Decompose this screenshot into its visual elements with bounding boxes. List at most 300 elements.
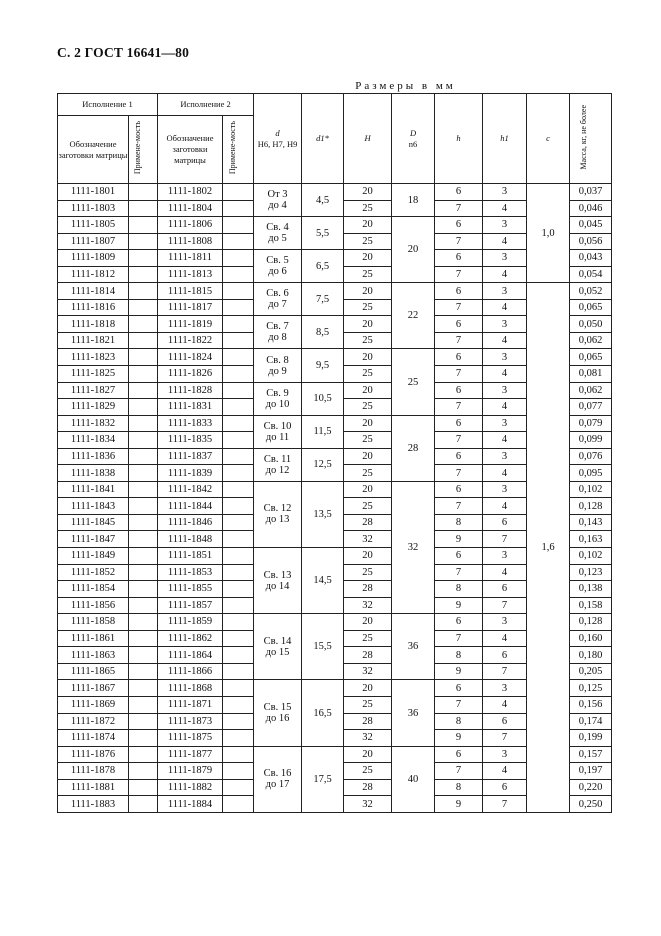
cell-ispolnenie-2: 1111-1811 <box>158 250 223 267</box>
cell-ispolnenie-1: 1111-1818 <box>58 316 129 333</box>
d-range-to: до 4 <box>268 200 287 212</box>
d-range-to: до 12 <box>265 464 290 476</box>
cell-mass: 0,081 <box>570 366 612 383</box>
cell-ispolnenie-1: 1111-1801 <box>58 184 129 201</box>
cell-d-range <box>254 415 302 448</box>
cell-h: 7 <box>435 498 483 515</box>
header-d <box>254 94 302 184</box>
cell-h1: 7 <box>483 663 527 680</box>
cell-ispolnenie-1: 1111-1876 <box>58 746 129 763</box>
cell-primenyaemost-1 <box>129 217 158 234</box>
cell-D: 32 <box>392 481 435 613</box>
cell-primenyaemost-2 <box>223 779 254 796</box>
cell-primenyaemost-1 <box>129 779 158 796</box>
cell-primenyaemost-2 <box>223 217 254 234</box>
d-range-to: до 6 <box>268 266 287 278</box>
cell-h1: 7 <box>483 597 527 614</box>
cell-h: 7 <box>435 366 483 383</box>
cell-H: 20 <box>344 548 392 565</box>
cell-ispolnenie-2: 1111-1804 <box>158 200 223 217</box>
d-range-to: до 7 <box>268 299 287 311</box>
cell-primenyaemost-2 <box>223 283 254 300</box>
cell-h1: 4 <box>483 399 527 416</box>
cell-primenyaemost-1 <box>129 283 158 300</box>
cell-h: 6 <box>435 250 483 267</box>
cell-H: 20 <box>344 746 392 763</box>
cell-ispolnenie-2: 1111-1855 <box>158 581 223 598</box>
cell-h: 7 <box>435 266 483 283</box>
cell-primenyaemost-1 <box>129 498 158 515</box>
cell-h1: 3 <box>483 746 527 763</box>
cell-h: 7 <box>435 332 483 349</box>
cell-H: 20 <box>344 415 392 432</box>
cell-primenyaemost-2 <box>223 481 254 498</box>
header-D <box>392 94 435 184</box>
cell-primenyaemost-2 <box>223 713 254 730</box>
cell-primenyaemost-2 <box>223 746 254 763</box>
cell-d1: 6,5 <box>302 250 344 283</box>
cell-h1: 3 <box>483 481 527 498</box>
header-D-symbol: D <box>409 127 417 138</box>
table-row <box>58 283 612 300</box>
cell-primenyaemost-1 <box>129 597 158 614</box>
cell-primenyaemost-1 <box>129 316 158 333</box>
d-range-to: до 15 <box>265 646 290 658</box>
cell-d-range <box>254 316 302 349</box>
cell-d-range <box>254 184 302 217</box>
cell-mass: 0,037 <box>570 184 612 201</box>
cell-ispolnenie-2: 1111-1859 <box>158 614 223 631</box>
cell-primenyaemost-1 <box>129 548 158 565</box>
cell-ispolnenie-1: 1111-1825 <box>58 366 129 383</box>
header-oboznachenie-2: Обозначение заготовки матрицы <box>158 116 223 184</box>
cell-ispolnenie-2: 1111-1857 <box>158 597 223 614</box>
cell-H: 20 <box>344 316 392 333</box>
cell-h: 6 <box>435 746 483 763</box>
cell-h: 7 <box>435 432 483 449</box>
cell-h: 6 <box>435 548 483 565</box>
cell-ispolnenie-2: 1111-1866 <box>158 663 223 680</box>
d-range-from: Св. 4 <box>266 222 289 234</box>
cell-h1: 4 <box>483 465 527 482</box>
cell-mass: 0,138 <box>570 581 612 598</box>
cell-ispolnenie-2: 1111-1839 <box>158 465 223 482</box>
cell-d-range <box>254 614 302 680</box>
cell-H: 28 <box>344 779 392 796</box>
cell-ispolnenie-2: 1111-1826 <box>158 366 223 383</box>
cell-d1: 5,5 <box>302 217 344 250</box>
cell-primenyaemost-1 <box>129 415 158 432</box>
cell-ispolnenie-1: 1111-1805 <box>58 217 129 234</box>
cell-ispolnenie-2: 1111-1831 <box>158 399 223 416</box>
cell-primenyaemost-1 <box>129 581 158 598</box>
cell-h: 6 <box>435 283 483 300</box>
cell-h: 6 <box>435 382 483 399</box>
d-range-to: до 9 <box>268 365 287 377</box>
cell-primenyaemost-1 <box>129 448 158 465</box>
cell-H: 32 <box>344 597 392 614</box>
cell-h: 8 <box>435 581 483 598</box>
cell-ispolnenie-1: 1111-1852 <box>58 564 129 581</box>
d-range-to: до 13 <box>265 514 290 526</box>
cell-H: 20 <box>344 184 392 201</box>
d-range-from: Св. 12 <box>263 503 292 515</box>
cell-H: 25 <box>344 465 392 482</box>
cell-ispolnenie-1: 1111-1867 <box>58 680 129 697</box>
cell-primenyaemost-2 <box>223 382 254 399</box>
cell-h1: 6 <box>483 779 527 796</box>
cell-ispolnenie-1: 1111-1814 <box>58 283 129 300</box>
cell-h1: 3 <box>483 448 527 465</box>
cell-d1: 14,5 <box>302 548 344 614</box>
cell-mass: 0,052 <box>570 283 612 300</box>
cell-h1: 4 <box>483 432 527 449</box>
cell-primenyaemost-2 <box>223 498 254 515</box>
cell-mass: 0,046 <box>570 200 612 217</box>
d-range-from: Св. 5 <box>266 255 289 267</box>
header-d1: d1* <box>302 94 344 184</box>
cell-h: 7 <box>435 200 483 217</box>
cell-ispolnenie-1: 1111-1858 <box>58 614 129 631</box>
cell-D: 20 <box>392 217 435 283</box>
cell-primenyaemost-1 <box>129 680 158 697</box>
cell-ispolnenie-2: 1111-1806 <box>158 217 223 234</box>
header-primenyaemost-1-label: Примене-мость <box>133 121 142 175</box>
header-h1: h1 <box>483 94 527 184</box>
cell-ispolnenie-2: 1111-1802 <box>158 184 223 201</box>
header-D-tolerance: n6 <box>408 138 418 149</box>
cell-ispolnenie-1: 1111-1874 <box>58 730 129 747</box>
cell-d1: 11,5 <box>302 415 344 448</box>
cell-H: 25 <box>344 432 392 449</box>
cell-H: 25 <box>344 564 392 581</box>
cell-ispolnenie-1: 1111-1865 <box>58 663 129 680</box>
cell-H: 32 <box>344 663 392 680</box>
cell-ispolnenie-1: 1111-1881 <box>58 779 129 796</box>
cell-h1: 3 <box>483 548 527 565</box>
cell-ispolnenie-1: 1111-1872 <box>58 713 129 730</box>
cell-D: 40 <box>392 746 435 812</box>
cell-primenyaemost-2 <box>223 465 254 482</box>
header-primenyaemost-1 <box>129 116 158 184</box>
cell-h1: 3 <box>483 382 527 399</box>
cell-D: 22 <box>392 283 435 349</box>
cell-H: 25 <box>344 498 392 515</box>
cell-h: 7 <box>435 763 483 780</box>
cell-ispolnenie-1: 1111-1832 <box>58 415 129 432</box>
d-range-from: Св. 11 <box>263 453 292 465</box>
cell-mass: 0,125 <box>570 680 612 697</box>
cell-D: 36 <box>392 680 435 746</box>
d-range-from: Св. 9 <box>266 387 289 399</box>
cell-ispolnenie-2: 1111-1846 <box>158 514 223 531</box>
cell-H: 25 <box>344 630 392 647</box>
cell-h: 8 <box>435 779 483 796</box>
cell-mass: 0,079 <box>570 415 612 432</box>
cell-primenyaemost-1 <box>129 366 158 383</box>
cell-H: 20 <box>344 614 392 631</box>
cell-ispolnenie-2: 1111-1877 <box>158 746 223 763</box>
cell-mass: 0,128 <box>570 614 612 631</box>
cell-h: 7 <box>435 399 483 416</box>
cell-d1: 16,5 <box>302 680 344 746</box>
cell-mass: 0,180 <box>570 647 612 664</box>
page-header: С. 2 ГОСТ 16641—80 <box>57 45 190 60</box>
cell-d1: 10,5 <box>302 382 344 415</box>
cell-primenyaemost-1 <box>129 663 158 680</box>
cell-ispolnenie-1: 1111-1845 <box>58 514 129 531</box>
cell-primenyaemost-1 <box>129 696 158 713</box>
d-range-to: до 5 <box>268 233 287 245</box>
cell-primenyaemost-2 <box>223 663 254 680</box>
d-range-to: до 10 <box>265 398 290 410</box>
cell-h: 7 <box>435 630 483 647</box>
cell-d-range <box>254 746 302 812</box>
header-h: h <box>435 94 483 184</box>
cell-h1: 7 <box>483 730 527 747</box>
cell-H: 25 <box>344 332 392 349</box>
cell-h1: 4 <box>483 564 527 581</box>
cell-primenyaemost-1 <box>129 630 158 647</box>
cell-primenyaemost-1 <box>129 614 158 631</box>
cell-H: 25 <box>344 696 392 713</box>
cell-ispolnenie-2: 1111-1835 <box>158 432 223 449</box>
cell-ispolnenie-2: 1111-1824 <box>158 349 223 366</box>
cell-ispolnenie-2: 1111-1817 <box>158 299 223 316</box>
cell-primenyaemost-2 <box>223 299 254 316</box>
header-oboznachenie-1: Обозначение заготовки матрицы <box>58 116 129 184</box>
cell-mass: 0,065 <box>570 299 612 316</box>
cell-h1: 6 <box>483 581 527 598</box>
cell-mass: 0,205 <box>570 663 612 680</box>
cell-ispolnenie-1: 1111-1849 <box>58 548 129 565</box>
cell-h: 6 <box>435 349 483 366</box>
d-range-from: От 3 <box>267 189 288 201</box>
cell-H: 25 <box>344 200 392 217</box>
cell-mass: 0,220 <box>570 779 612 796</box>
cell-c: 1,6 <box>527 283 570 813</box>
cell-primenyaemost-1 <box>129 382 158 399</box>
cell-primenyaemost-2 <box>223 696 254 713</box>
cell-h: 9 <box>435 663 483 680</box>
cell-H: 20 <box>344 217 392 234</box>
cell-ispolnenie-1: 1111-1863 <box>58 647 129 664</box>
cell-h: 7 <box>435 233 483 250</box>
cell-primenyaemost-2 <box>223 399 254 416</box>
cell-ispolnenie-1: 1111-1878 <box>58 763 129 780</box>
cell-D: 25 <box>392 349 435 415</box>
cell-ispolnenie-1: 1111-1821 <box>58 332 129 349</box>
cell-h: 9 <box>435 730 483 747</box>
cell-h: 8 <box>435 647 483 664</box>
cell-primenyaemost-1 <box>129 233 158 250</box>
cell-h1: 3 <box>483 680 527 697</box>
cell-H: 28 <box>344 713 392 730</box>
cell-primenyaemost-2 <box>223 432 254 449</box>
cell-H: 20 <box>344 448 392 465</box>
cell-d-range <box>254 680 302 746</box>
cell-H: 20 <box>344 382 392 399</box>
cell-H: 32 <box>344 730 392 747</box>
d-range-from: Св. 14 <box>263 635 292 647</box>
cell-ispolnenie-1: 1111-1869 <box>58 696 129 713</box>
cell-ispolnenie-1: 1111-1883 <box>58 796 129 813</box>
cell-primenyaemost-1 <box>129 514 158 531</box>
cell-primenyaemost-2 <box>223 531 254 548</box>
header-mass <box>570 94 612 184</box>
cell-h1: 3 <box>483 250 527 267</box>
cell-mass: 0,199 <box>570 730 612 747</box>
cell-ispolnenie-2: 1111-1851 <box>158 548 223 565</box>
cell-d1: 7,5 <box>302 283 344 316</box>
cell-primenyaemost-2 <box>223 564 254 581</box>
cell-ispolnenie-1: 1111-1827 <box>58 382 129 399</box>
cell-ispolnenie-1: 1111-1854 <box>58 581 129 598</box>
cell-h: 6 <box>435 415 483 432</box>
cell-mass: 0,156 <box>570 696 612 713</box>
cell-ispolnenie-1: 1111-1841 <box>58 481 129 498</box>
cell-mass: 0,062 <box>570 382 612 399</box>
cell-d1: 9,5 <box>302 349 344 382</box>
cell-primenyaemost-1 <box>129 763 158 780</box>
cell-D: 18 <box>392 184 435 217</box>
cell-primenyaemost-2 <box>223 250 254 267</box>
cell-H: 25 <box>344 299 392 316</box>
cell-h1: 7 <box>483 531 527 548</box>
cell-h1: 4 <box>483 696 527 713</box>
cell-H: 20 <box>344 250 392 267</box>
cell-primenyaemost-2 <box>223 332 254 349</box>
cell-primenyaemost-2 <box>223 415 254 432</box>
cell-h1: 4 <box>483 630 527 647</box>
cell-mass: 0,095 <box>570 465 612 482</box>
cell-h: 8 <box>435 514 483 531</box>
cell-mass: 0,043 <box>570 250 612 267</box>
cell-ispolnenie-2: 1111-1875 <box>158 730 223 747</box>
cell-ispolnenie-1: 1111-1843 <box>58 498 129 515</box>
cell-ispolnenie-2: 1111-1884 <box>158 796 223 813</box>
cell-ispolnenie-2: 1111-1813 <box>158 266 223 283</box>
cell-H: 20 <box>344 680 392 697</box>
cell-primenyaemost-2 <box>223 730 254 747</box>
cell-ispolnenie-2: 1111-1819 <box>158 316 223 333</box>
cell-mass: 0,076 <box>570 448 612 465</box>
cell-primenyaemost-2 <box>223 581 254 598</box>
cell-ispolnenie-2: 1111-1868 <box>158 680 223 697</box>
cell-primenyaemost-1 <box>129 332 158 349</box>
cell-primenyaemost-2 <box>223 448 254 465</box>
d-range-from: Св. 6 <box>266 288 289 300</box>
cell-mass: 0,077 <box>570 399 612 416</box>
d-range-from: Св. 16 <box>263 768 292 780</box>
cell-primenyaemost-1 <box>129 481 158 498</box>
cell-primenyaemost-2 <box>223 796 254 813</box>
header-primenyaemost-2 <box>223 116 254 184</box>
cell-H: 25 <box>344 366 392 383</box>
cell-ispolnenie-2: 1111-1853 <box>158 564 223 581</box>
cell-ispolnenie-1: 1111-1861 <box>58 630 129 647</box>
cell-primenyaemost-2 <box>223 266 254 283</box>
d-range-to: до 14 <box>265 580 290 592</box>
cell-d-range <box>254 283 302 316</box>
cell-H: 32 <box>344 796 392 813</box>
cell-primenyaemost-1 <box>129 465 158 482</box>
cell-h: 6 <box>435 184 483 201</box>
cell-H: 20 <box>344 283 392 300</box>
cell-primenyaemost-2 <box>223 349 254 366</box>
cell-h1: 4 <box>483 266 527 283</box>
cell-H: 28 <box>344 514 392 531</box>
cell-ispolnenie-2: 1111-1871 <box>158 696 223 713</box>
cell-ispolnenie-2: 1111-1828 <box>158 382 223 399</box>
cell-ispolnenie-2: 1111-1879 <box>158 763 223 780</box>
cell-h: 9 <box>435 597 483 614</box>
cell-h: 6 <box>435 481 483 498</box>
cell-h: 6 <box>435 680 483 697</box>
cell-primenyaemost-2 <box>223 597 254 614</box>
cell-h: 8 <box>435 713 483 730</box>
cell-mass: 0,128 <box>570 498 612 515</box>
cell-ispolnenie-2: 1111-1844 <box>158 498 223 515</box>
cell-d-range <box>254 349 302 382</box>
cell-c: 1,0 <box>527 184 570 283</box>
d-range-to: до 11 <box>265 431 290 443</box>
cell-primenyaemost-2 <box>223 184 254 201</box>
cell-primenyaemost-1 <box>129 200 158 217</box>
cell-H: 20 <box>344 481 392 498</box>
cell-h1: 3 <box>483 614 527 631</box>
header-c: c <box>527 94 570 184</box>
cell-h1: 3 <box>483 349 527 366</box>
d-range-from: Св. 8 <box>266 354 289 366</box>
cell-ispolnenie-1: 1111-1823 <box>58 349 129 366</box>
cell-d-range <box>254 217 302 250</box>
d-range-to: до 8 <box>268 332 287 344</box>
cell-d-range <box>254 548 302 614</box>
cell-d1: 8,5 <box>302 316 344 349</box>
cell-mass: 0,123 <box>570 564 612 581</box>
cell-primenyaemost-2 <box>223 614 254 631</box>
cell-d-range <box>254 448 302 481</box>
cell-primenyaemost-1 <box>129 531 158 548</box>
cell-h: 6 <box>435 217 483 234</box>
cell-H: 25 <box>344 763 392 780</box>
header-mass-label: Масса, кг, не более <box>578 104 588 170</box>
cell-d-range <box>254 481 302 547</box>
cell-primenyaemost-2 <box>223 514 254 531</box>
cell-primenyaemost-1 <box>129 746 158 763</box>
cell-H: 25 <box>344 266 392 283</box>
units-caption: Размеры в мм <box>355 80 456 92</box>
cell-h1: 3 <box>483 316 527 333</box>
cell-h: 7 <box>435 696 483 713</box>
header-ispolnenie-2: Исполнение 2 <box>158 94 254 116</box>
cell-h1: 6 <box>483 713 527 730</box>
cell-d1: 17,5 <box>302 746 344 812</box>
cell-mass: 0,065 <box>570 349 612 366</box>
cell-h1: 6 <box>483 514 527 531</box>
cell-H: 32 <box>344 531 392 548</box>
cell-ispolnenie-1: 1111-1812 <box>58 266 129 283</box>
cell-ispolnenie-1: 1111-1856 <box>58 597 129 614</box>
cell-ispolnenie-2: 1111-1864 <box>158 647 223 664</box>
cell-primenyaemost-2 <box>223 680 254 697</box>
cell-ispolnenie-1: 1111-1836 <box>58 448 129 465</box>
cell-primenyaemost-1 <box>129 432 158 449</box>
cell-primenyaemost-2 <box>223 763 254 780</box>
cell-primenyaemost-1 <box>129 796 158 813</box>
cell-h1: 4 <box>483 233 527 250</box>
